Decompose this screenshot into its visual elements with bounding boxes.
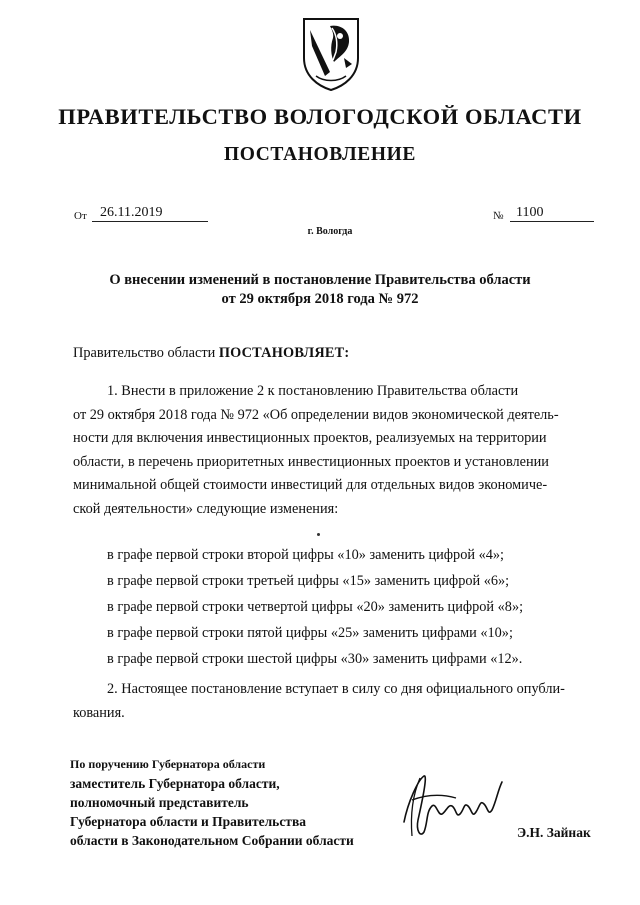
decree-statement (73, 342, 349, 366)
paragraph-1-line: минимальной общей стоимости инвестиций для отдельных видов экономиче- (73, 477, 548, 493)
date-label: От (74, 210, 87, 222)
handwritten-signature (398, 772, 510, 844)
change-item: в графе первой строки пятой цифры «25» заменить цифрами «10»; (107, 625, 513, 641)
stray-dot (317, 533, 320, 536)
paragraph-1-line: ской деятельности» следующие изменения: (73, 500, 339, 517)
subject-line-1: О внесении изменений в постановление Правительства области (109, 272, 531, 288)
signatory-line: По поручению Губернатора области (70, 757, 266, 771)
coat-of-arms-emblem (300, 16, 362, 92)
decree-word: ПОСТАНОВЛЯЕТ: (218, 345, 350, 361)
document-subject (0, 271, 640, 309)
signatory-line: заместитель Губернатора области, (70, 776, 280, 791)
change-item: в графе первой строки третьей цифры «15» заменить цифрой «6»; (107, 573, 510, 589)
decree-prefix: Правительство области (73, 345, 216, 361)
document-date: 26.11.2019 (92, 204, 208, 222)
paragraph-1-line: 1. Внести в приложение 2 к постановлению Правительства области (107, 383, 519, 399)
number-label: № (493, 210, 504, 222)
city-label: г. Вологда (307, 226, 353, 237)
signatory-line: полномочный представитель (70, 795, 249, 810)
signatory-title (70, 755, 354, 850)
change-item: в графе первой строки четвертой цифры «20» заменить цифрой «8»; (107, 599, 524, 615)
change-item: в графе первой строки второй цифры «10» заменить цифрой «4»; (107, 547, 504, 563)
paragraph-1 (73, 380, 600, 521)
organization-title: ПРАВИТЕЛЬСТВО ВОЛОГОДСКОЙ ОБЛАСТИ (58, 104, 582, 129)
paragraph-1-line: от 29 октября 2018 года № 972 «Об определении видов экономической деятель- (73, 406, 559, 423)
signatory-line: Губернатора области и Правительства (70, 814, 306, 829)
document-number: 1100 (510, 204, 594, 222)
signatory-line: области в Законодательном Собрании области (70, 833, 354, 848)
subject-line-2: от 29 октября 2018 года № 972 (221, 291, 419, 307)
document-type: ПОСТАНОВЛЕНИЕ (223, 144, 417, 165)
paragraph-1-line: ности для включения инвестиционных проектов, реализуемых на территории (73, 430, 547, 446)
paragraph-2-line: кования. (73, 704, 125, 721)
paragraph-2 (73, 678, 600, 725)
change-item: в графе первой строки шестой цифры «30» заменить цифрами «12». (107, 651, 523, 667)
paragraph-1-line: области, в перечень приоритетных инвестиционных проектов и установлении (73, 453, 549, 470)
paragraph-2-line: 2. Настоящее постановление вступает в силу со дня официального опубли- (107, 681, 565, 697)
signer-name: Э.Н. Зайнак (517, 825, 591, 840)
